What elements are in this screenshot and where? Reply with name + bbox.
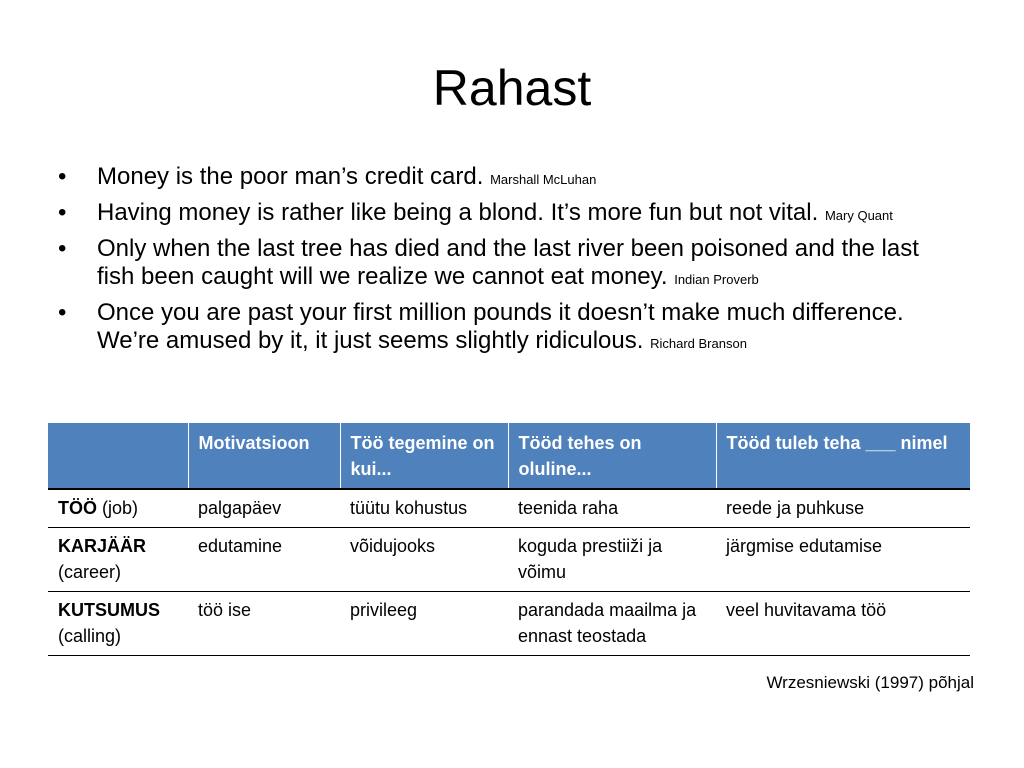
- table-cell: võidujooks: [340, 528, 508, 592]
- row-header-cell: [48, 528, 188, 592]
- quote-item: [58, 235, 958, 294]
- table-row: [48, 528, 970, 592]
- row-gloss: (calling): [58, 626, 122, 646]
- row-term: TÖÖ: [58, 498, 97, 518]
- table-cell: koguda prestiiži ja võimu: [508, 528, 716, 592]
- row-term: KUTSUMUS: [58, 600, 160, 620]
- table-header-cell: [48, 423, 188, 489]
- quote-item: [58, 199, 958, 230]
- table-row: [48, 592, 970, 656]
- row-gloss: (job): [102, 498, 139, 518]
- table-cell: tüütu kohustus: [340, 489, 508, 528]
- quote-text: Money is the poor man’s credit card.: [97, 163, 484, 190]
- quote-list: [58, 163, 958, 363]
- row-header-cell: [48, 489, 188, 528]
- table-row: [48, 489, 970, 528]
- bullet-icon: •: [58, 199, 67, 226]
- quote-author: Marshall McLuhan: [490, 172, 597, 187]
- motivation-table: [48, 423, 970, 656]
- quote-text: Only when the last tree has died and the last river been poisoned and the last fish been caught will we realize we cannot eat money.: [97, 235, 919, 290]
- quote-text: Having money is rather like being a blond. It’s more fun but not vital.: [97, 199, 819, 226]
- quote-item: [58, 299, 958, 358]
- table-cell: töö ise: [188, 592, 340, 656]
- table-cell: reede ja puhkuse: [716, 489, 970, 528]
- row-header-cell: [48, 592, 188, 656]
- table-header-cell: Töö tegemine on kui...: [340, 423, 508, 489]
- slide-title: Rahast: [432, 60, 592, 116]
- quote-author: Indian Proverb: [674, 272, 759, 287]
- table-header-cell: Motivatsioon: [188, 423, 340, 489]
- table-cell: parandada maailma ja ennast teostada: [508, 592, 716, 656]
- quote-author: Mary Quant: [824, 208, 893, 223]
- table-header-cell: Tööd tuleb teha ___ nimel: [716, 423, 970, 489]
- table-cell: veel huvitavama töö: [716, 592, 970, 656]
- quote-item: [58, 163, 958, 194]
- bullet-icon: •: [58, 299, 67, 326]
- bullet-icon: •: [58, 235, 67, 262]
- quote-text: Once you are past your first million pounds it doesn’t make much difference. We’re amused by it, it just seems slightly ridiculous.: [97, 299, 904, 354]
- table-cell: edutamine: [188, 528, 340, 592]
- source-note: Wrzesniewski (1997) põhjal: [766, 673, 974, 692]
- quote-author: Richard Branson: [650, 336, 747, 351]
- table-header-row: [48, 423, 970, 489]
- table-cell: palgapäev: [188, 489, 340, 528]
- bullet-icon: •: [58, 163, 67, 190]
- table-cell: privileeg: [340, 592, 508, 656]
- table-header-cell: Tööd tehes on oluline...: [508, 423, 716, 489]
- table-cell: teenida raha: [508, 489, 716, 528]
- row-term: KARJÄÄR: [58, 536, 147, 556]
- row-gloss: (career): [58, 562, 122, 582]
- table-cell: järgmise edutamise: [716, 528, 970, 592]
